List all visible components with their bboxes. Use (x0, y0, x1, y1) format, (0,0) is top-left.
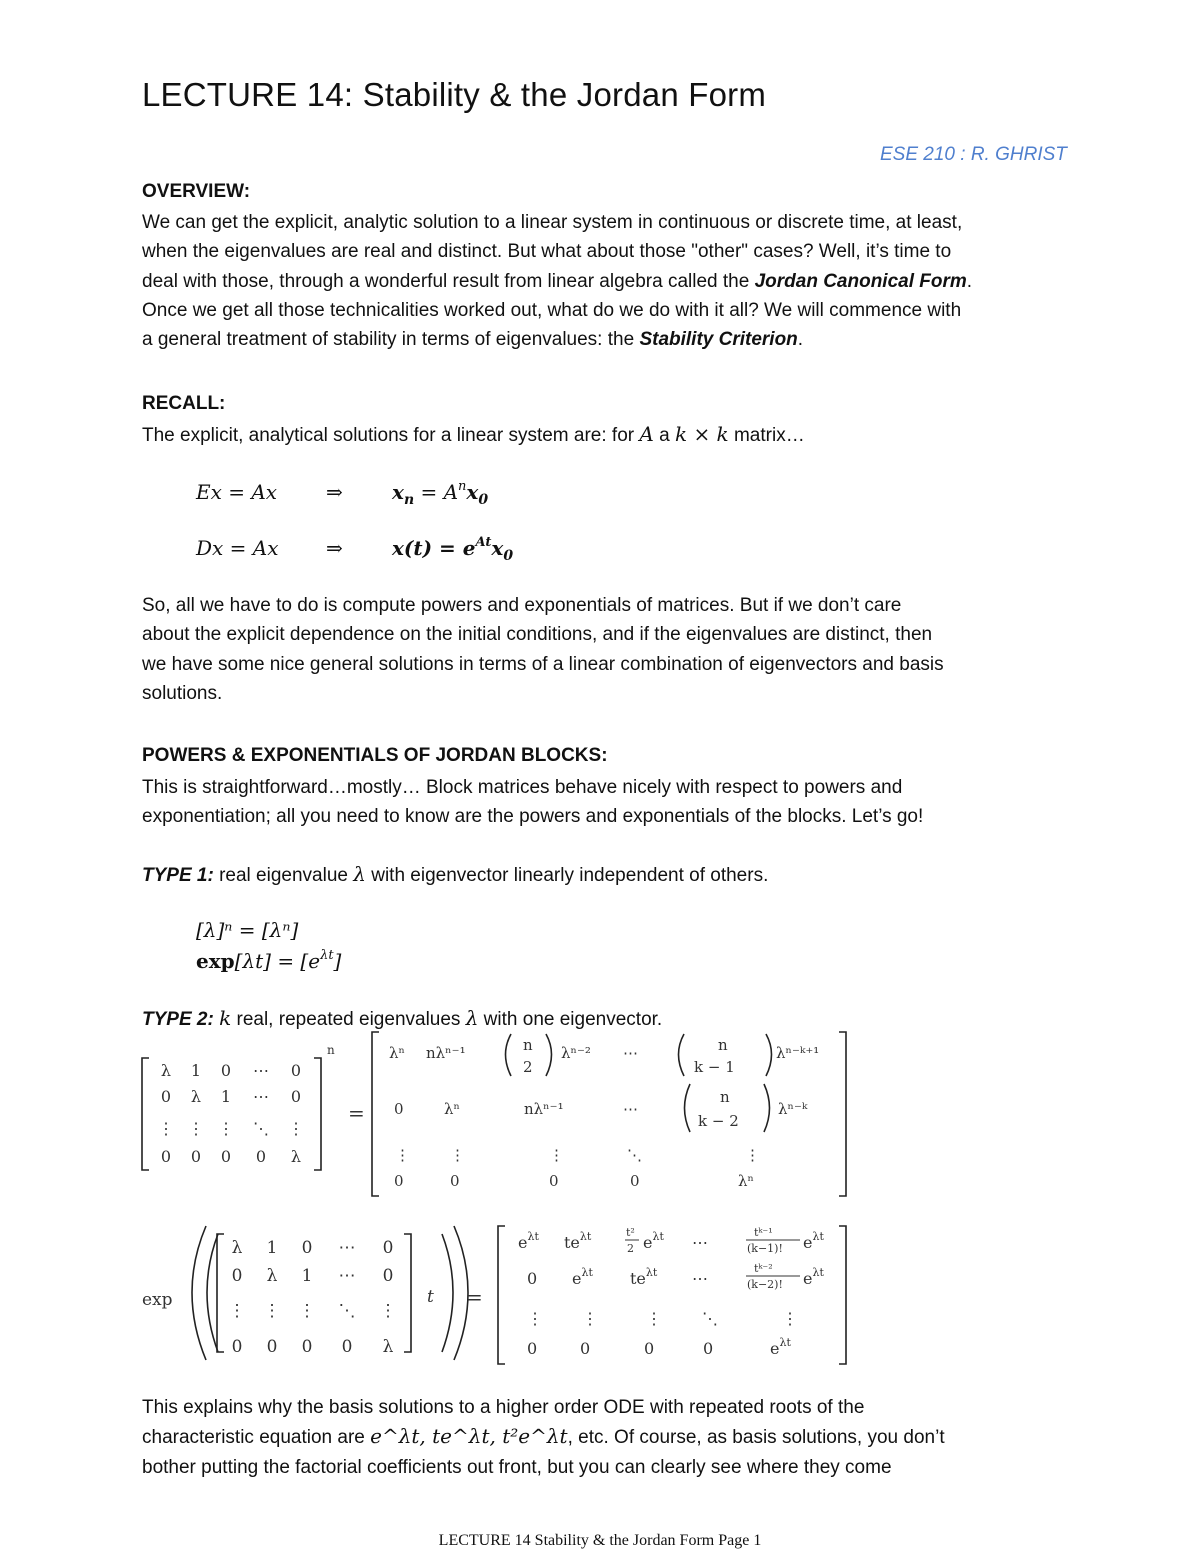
matrix-entry: ⋯ (623, 1044, 638, 1062)
overview-line: We can get the explicit, analytic solution to a linear system in continuous or discrete time, at least, (142, 212, 963, 233)
discrete-equation-lhs: Ex = Ax (196, 480, 278, 504)
matrix-entry: ⋮ (646, 1309, 662, 1328)
matrix-entry: ⋯ (338, 1238, 356, 1258)
matrix-entry: λ (160, 1061, 172, 1080)
matrix-entry: 0 (549, 1172, 559, 1190)
continuous-equation-rhs: $x(t) = e^{At}x_0$ (392, 535, 514, 564)
overview-paragraph (142, 208, 1112, 354)
matrix-entry: 0 (255, 1147, 267, 1166)
matrix-entry: ⋱ (338, 1301, 356, 1321)
matrix-entry: $e^{\lambda t}$ (770, 1336, 791, 1358)
matrix-entry: ⋯ (338, 1266, 356, 1286)
binom-top: n (720, 1088, 730, 1106)
author-line: ESE 210 : R. GHRIST (880, 144, 1067, 165)
matrix-entry: λ (190, 1087, 202, 1106)
equals-sign: = (348, 1101, 365, 1125)
implies-arrow: ⇒ (326, 536, 343, 560)
page-footer: LECTURE 14 Stability & the Jordan Form Page 1 (438, 1532, 762, 1549)
matrix-entry: 0 (580, 1339, 591, 1358)
matrix-entry: $e^{\lambda t}$ (572, 1266, 593, 1288)
matrix-entry: λ (231, 1238, 243, 1258)
lhs-matrix-entries (158, 1061, 304, 1166)
overview-line: when the eigenvalues are real and distinct. But what about those "other" cases? Well, it’s time to (142, 241, 952, 263)
matrix-entry: ⋮ (582, 1309, 598, 1328)
closing-paragraph: This explains why the basis solutions to a higher order ODE with repeated roots of the characteristic equation are e^λt, te^λt, t²e^λt, etc. Of course, as basis solutions, you don’t bother putting the factorial coefficients out front, but you can clearly see where they come (142, 1397, 945, 1478)
matrix-entry: ⋱ (627, 1146, 642, 1164)
matrix-entry: 0 (290, 1087, 302, 1106)
frac-den: (k−1)! (747, 1242, 783, 1255)
matrix-entry: 0 (190, 1147, 202, 1166)
matrix-entry: ⋮ (218, 1119, 234, 1138)
type2-line: TYPE 2: k real, repeated eigenvalues λ with one eigenvector. (142, 1006, 663, 1030)
binom-top: n (523, 1036, 533, 1054)
matrix-entry: ⋮ (527, 1309, 543, 1328)
matrix-entry: ⋮ (188, 1119, 204, 1138)
matrix-entry: ⋮ (450, 1146, 465, 1164)
matrix-entry: 0 (630, 1172, 640, 1190)
matrix-entry: 0 (301, 1337, 313, 1357)
matrix-entry: 0 (341, 1337, 353, 1357)
frac-den: 2 (627, 1242, 634, 1255)
matrix-entry: ⋮ (745, 1146, 760, 1164)
equals-sign: = (466, 1285, 483, 1309)
type1-line: TYPE 1: real eigenvalue λ with eigenvector linearly independent of others. (142, 862, 769, 886)
matrix-entry: 0 (220, 1061, 232, 1080)
implies-arrow: ⇒ (326, 480, 343, 504)
matrix-entry: 1 (190, 1061, 202, 1080)
overview-line: deal with those, through a wonderful result from linear algebra called the Jordan Canonical Form. (142, 270, 973, 292)
matrix-entry: 0 (160, 1147, 172, 1166)
t-variable: t (427, 1287, 434, 1307)
matrix-entry: $te^{\lambda t}$ (630, 1266, 658, 1288)
matrix-entry: ⋯ (253, 1061, 269, 1080)
matrix-entry: ⋯ (623, 1100, 638, 1118)
matrix-entry: 0 (450, 1172, 460, 1190)
page-title: LECTURE 14: Stability & the Jordan Form (142, 76, 767, 113)
matrix-entry: ⋯ (253, 1087, 269, 1106)
frac-num: tᵏ⁻¹ (754, 1226, 773, 1239)
matrix-entry: 0 (382, 1266, 394, 1286)
matrix-entry: λⁿ⁻² (561, 1044, 591, 1062)
matrix-entry: λⁿ⁻ᵏ (778, 1100, 808, 1118)
matrix-entry: λ (382, 1337, 394, 1357)
matrix-entry: 0 (644, 1339, 655, 1358)
matrix-entry: nλⁿ⁻¹ (426, 1044, 466, 1062)
matrix-entry: ⋮ (288, 1119, 304, 1138)
frac-den: (k−2)! (747, 1278, 783, 1291)
powers-paragraph: This is straightforward…mostly… Block matrices behave nicely with respect to powers and exponentiation; all you need to know are the powers and exponentials of the blocks. Let’s go! (142, 777, 924, 828)
matrix-entry: 1 (301, 1266, 313, 1286)
matrix-entry: $e^{\lambda t}$ (803, 1266, 824, 1288)
binom-bottom: k − 2 (698, 1112, 739, 1130)
recall-heading: RECALL: (142, 393, 226, 414)
matrix-entry: 1 (266, 1238, 278, 1258)
binom-bottom: k − 1 (694, 1058, 735, 1076)
type1-power-eq: [λ]ⁿ = [λⁿ] (196, 918, 299, 942)
matrix-entry: 0 (220, 1147, 232, 1166)
jordan-exp-matrix (136, 1220, 856, 1370)
overview-line: Once we get all those technicalities worked out, what do we do with it all? We will commence with (142, 299, 962, 321)
discrete-equation-rhs: $x_n = A^nx_0$ (392, 479, 489, 508)
frac-num: tᵏ⁻² (754, 1262, 773, 1275)
matrix-entry: 0 (301, 1238, 313, 1258)
matrix-entry: $e^{\lambda t}$ (518, 1230, 539, 1252)
matrix-entry: ⋯ (692, 1233, 708, 1252)
exp-label: exp (142, 1290, 173, 1310)
jordan-form-term: Jordan Canonical Form (754, 270, 967, 292)
overview-heading: OVERVIEW: (142, 181, 251, 202)
rhs-matrix-entries (389, 1036, 819, 1190)
overview-line: a general treatment of stability in terms of eigenvalues: the Stability Criterion. (142, 329, 804, 351)
matrix-entry: ⋯ (692, 1269, 708, 1288)
matrix-entry: 0 (394, 1100, 404, 1118)
stability-criterion-term: Stability Criterion (639, 329, 798, 351)
matrix-entry: ⋮ (298, 1301, 316, 1321)
matrix-entry: λⁿ (444, 1100, 460, 1118)
matrix-entry: $e^{\lambda t}$ (643, 1230, 664, 1252)
matrix-entry: λ (266, 1266, 278, 1286)
matrix-entry: 1 (220, 1087, 232, 1106)
matrix-entry: λ (290, 1147, 302, 1166)
basis-solutions-math: e^λt, te^λt, t²e^λt (370, 1424, 568, 1449)
binom-top: n (718, 1036, 728, 1054)
matrix-entry: 0 (290, 1061, 302, 1080)
matrix-entry: ⋮ (263, 1301, 281, 1321)
matrix-entry: 0 (527, 1269, 538, 1288)
matrix-entry: 0 (231, 1337, 243, 1357)
matrix-entry: 0 (160, 1087, 172, 1106)
type1-exp-eq: $\exp[\lambda t] = [e^{\lambda t}]$ (196, 948, 342, 973)
recall-intro: The explicit, analytical solutions for a linear system are: for A a k × k matrix… (142, 422, 805, 446)
binom-bottom: 2 (523, 1058, 533, 1076)
matrix-entry: ⋮ (782, 1309, 798, 1328)
matrix-entry: ⋱ (702, 1309, 718, 1328)
matrix-entry: ⋮ (379, 1301, 397, 1321)
frac-num: t² (626, 1226, 635, 1239)
powers-heading: POWERS & EXPONENTIALS OF JORDAN BLOCKS: (142, 745, 608, 766)
matrix-entry: ⋮ (395, 1146, 410, 1164)
exp-rhs-entries (518, 1226, 824, 1358)
matrix-entry: 0 (231, 1266, 243, 1286)
matrix-entry: 0 (266, 1337, 278, 1357)
matrix-entry: ⋮ (228, 1301, 246, 1321)
recall-paragraph: So, all we have to do is compute powers and exponentials of matrices. But if we don’t care about the explicit dependence on the initial conditions, and if the eigenvalues are distinct, then we have some nice general solutions in terms of a linear combination of eigenvectors and basis solutions. (142, 595, 944, 704)
matrix-entry: λⁿ (738, 1172, 754, 1190)
matrix-entry: $te^{\lambda t}$ (564, 1230, 592, 1252)
matrix-entry: ⋱ (253, 1119, 269, 1138)
inner-matrix-entries (229, 1238, 397, 1357)
matrix-entry: ⋮ (549, 1146, 564, 1164)
matrix-entry: 0 (382, 1238, 394, 1258)
matrix-entry: λⁿ (389, 1044, 405, 1062)
power-exponent: n (327, 1043, 335, 1057)
continuous-equation-lhs: Dx = Ax (196, 536, 279, 560)
matrix-entry: λⁿ⁻ᵏ⁺¹ (776, 1044, 820, 1062)
matrix-entry: nλⁿ⁻¹ (524, 1100, 564, 1118)
matrix-entry: 0 (394, 1172, 404, 1190)
matrix-entry: ⋮ (158, 1119, 174, 1138)
matrix-entry: $e^{\lambda t}$ (803, 1230, 824, 1252)
matrix-entry: 0 (527, 1339, 538, 1358)
matrix-entry: 0 (703, 1339, 714, 1358)
jordan-power-matrix (136, 1026, 856, 1201)
